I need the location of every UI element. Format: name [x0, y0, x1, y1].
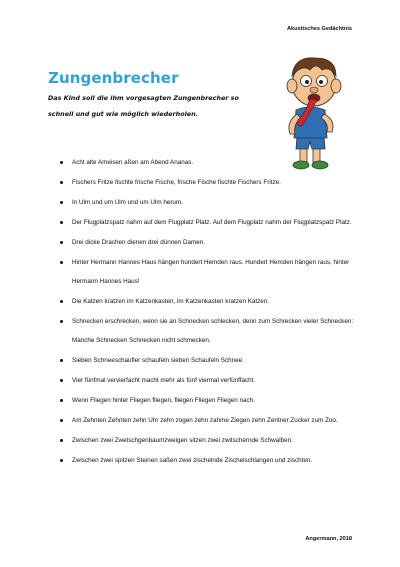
list-item: Fischers Fritze fischte frische Fische, frische Fische fischte Fischers Fritze. — [58, 173, 358, 192]
list-item: Schnecken erschrecken, wenn sie an Schnecken schlecken, denn zum Schrecken vieler Schnecken: Manche Schnecken Schnecken nicht schmecken. — [58, 312, 358, 350]
list-item: Am Zehnten Zehnten zehn Uhr zehn zogen zehn zahme Ziegen zehn Zentner Zucker zum Zoo. — [58, 411, 358, 430]
list-item: Acht alte Ameisen aßen am Abend Ananas. — [58, 153, 358, 172]
page-title: Zungenbrecher — [48, 69, 179, 87]
list-item: Vier fünfmal vervierfacht macht mehr als fünf viermal verfünffacht. — [58, 371, 358, 390]
tongue-twister-list — [58, 153, 358, 471]
list-item: Zwischen zwei spitzen Steinen saßen zwei zischelnde Zischelschlangen und zischten. — [58, 451, 358, 470]
instruction-text: Das Kind soll die ihm vorgesagten Zungenbrecher so schnell und gut wie möglich wiederholen. — [48, 94, 239, 118]
header-topic: Akustisches Gedächtnis — [287, 26, 352, 32]
footer-credit: Angermann, 2018 — [305, 536, 352, 542]
list-item: Hinter Hermann Hannes Haus hängen hundert Hemden raus. Hundert Hemden hängen raus, hinter Hermann Hannes Haus! — [58, 253, 358, 291]
list-item: Wenn Fliegen hinter Fliegen fliegen, fliegen Fliegen Fliegen nach. — [58, 391, 358, 410]
list-item: In Ulm und um Ulm und um Ulm herum. — [58, 193, 358, 212]
list-item: Sieben Schneeschaufler schaufeln sieben Schaufeln Schnee. — [58, 351, 358, 370]
list-item: Drei dicke Drachen dienen drei dünnen Damen. — [58, 233, 358, 252]
list-item: Die Katzen kratzen im Katzenkasten, im Katzenkasten kratzen Katzen. — [58, 292, 358, 311]
list-item: Zwischen zwei Zwetschgenbaumzweigen sitzen zwei zwitschernde Schwalben. — [58, 431, 358, 450]
list-item: Der Flugplatzspatz nahm auf dem Flugplatz Platz. Auf dem Flugplatz nahm der Flugplatzspatz Platz. — [58, 213, 358, 232]
